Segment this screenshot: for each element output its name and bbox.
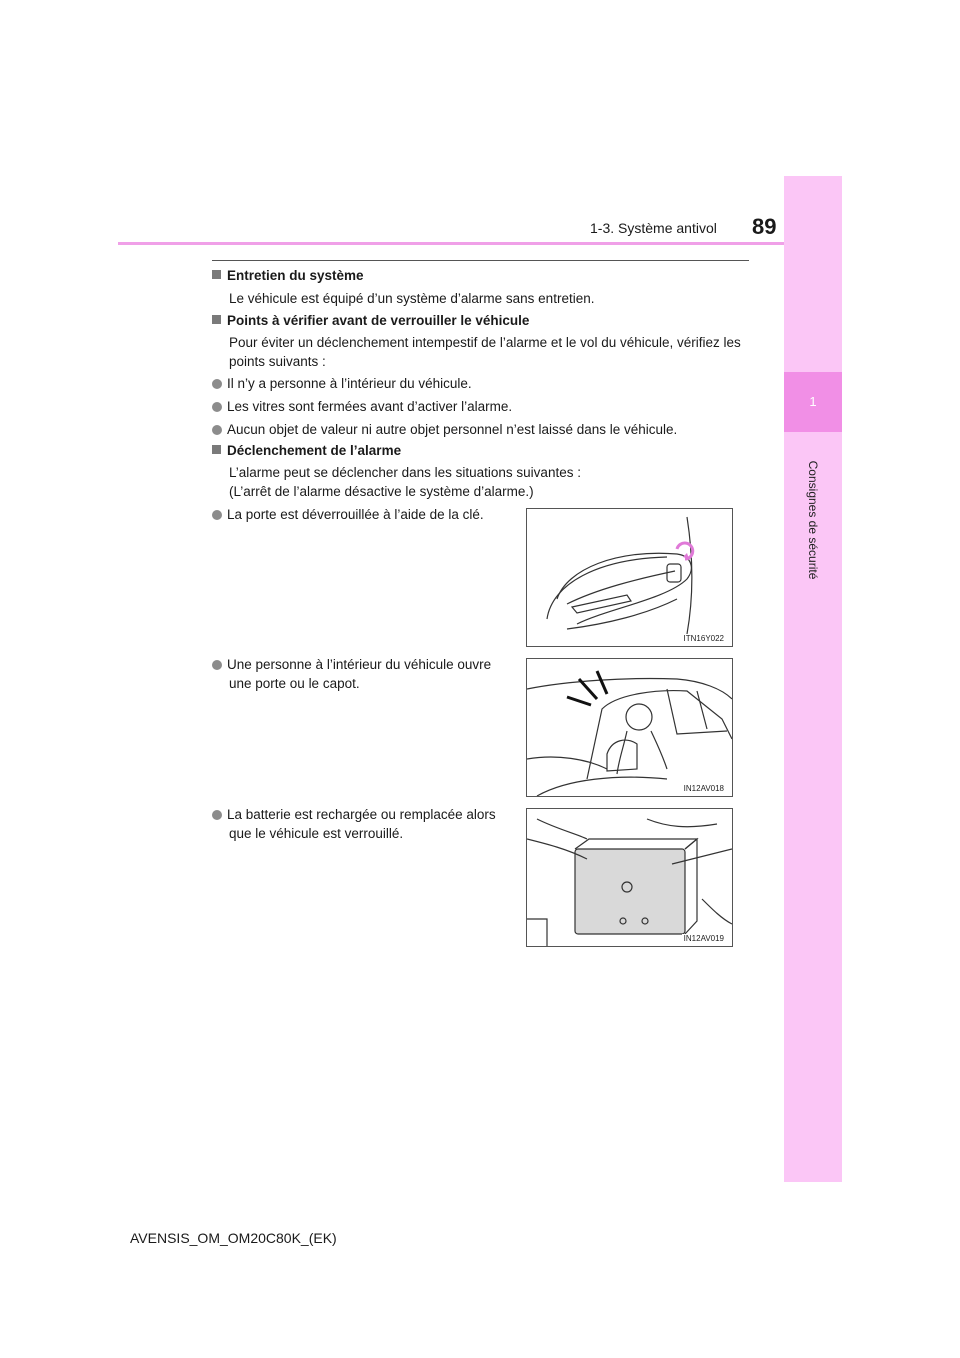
list-item: Aucun objet de valeur ni autre objet personnel n’est laissé dans le véhicule. [212,420,677,439]
side-tab-chapter-number: 1 [809,394,817,409]
figure-code: IN12AV019 [683,934,724,943]
round-bullet-icon [212,425,222,435]
header-rule [118,242,840,245]
side-tab-label: Consignes de sécurité [806,460,820,580]
section-heading: Déclenchement de l’alarme [212,443,401,458]
round-bullet-icon [212,402,222,412]
page-number: 89 [752,214,777,239]
section-heading: Entretien du système [212,268,364,283]
square-bullet-icon [212,445,221,454]
list-item: Les vitres sont fermées avant d’activer l’alarme. [212,397,512,416]
square-bullet-icon [212,315,221,324]
round-bullet-icon [212,379,222,389]
person-opening-door-illustration [526,658,733,797]
section-text: Le véhicule est équipé d’un système d’alarme sans entretien. [229,291,595,306]
list-item: La porte est déverrouillée à l’aide de la clé. [212,505,518,524]
list-item: La batterie est rechargée ou remplacée alors que le véhicule est verrouillé. [212,805,518,843]
document-footer-code: AVENSIS_OM_OM20C80K_(EK) [130,1230,337,1246]
round-bullet-icon [212,660,222,670]
figure-code: ITN16Y022 [683,634,724,643]
list-item: Une personne à l’intérieur du véhicule ouvre une porte ou le capot. [212,655,518,693]
section-title: 1-3. Système antivol [590,220,717,236]
content-rule [212,260,749,261]
section-heading: Points à vérifier avant de verrouiller le véhicule [212,313,529,328]
door-handle-key-illustration [526,508,733,647]
round-bullet-icon [212,810,222,820]
square-bullet-icon [212,270,221,279]
round-bullet-icon [212,510,222,520]
side-tab-strip [784,176,842,1182]
section-text: L’alarme peut se déclencher dans les situations suivantes : (L’arrêt de l’alarme désactive le système d’alarme.) [229,465,581,499]
list-item: Il n’y a personne à l’intérieur du véhicule. [212,374,472,393]
figure-code: IN12AV018 [683,784,724,793]
section-text: Pour éviter un déclenchement intempestif de l’alarme et le vol du véhicule, vérifiez les points suivants : [229,335,741,369]
battery-replacement-illustration [526,808,733,947]
